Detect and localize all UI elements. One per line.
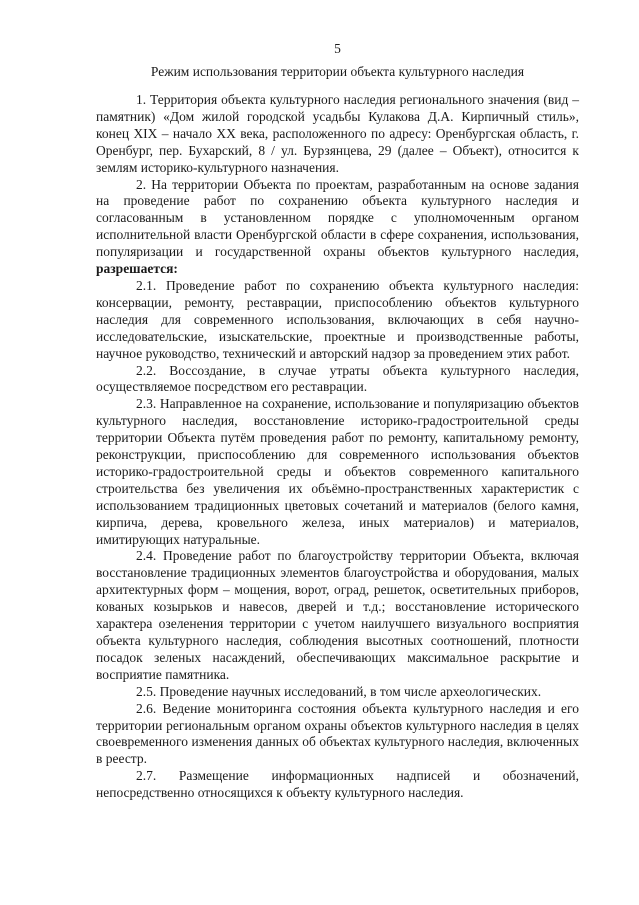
paragraph-2-text: 2. На территории Объекта по проектам, разработанным на основе задания на проведение работ по сохранению объекта культурного наследия и согласованным в установленном порядке с уполномоченным органом исполнительной власти Оренбургской области в сфере сохранения, использования, популяризации и государственной охраны объектов культурного наследия, [96,176,579,260]
paragraph-1: 1. Территория объекта культурного наследия регионального значения (вид – памятник) «Дом жилой городской усадьбы Кулакова Д.А. Кирпичный стиль», конец XIX – начало XX века, расположенного по адресу: Оренбургская область, г. Оренбург, пер. Бухарский, 8 / ул. Бурзянцева, 29 (далее – Объект), относится к землям историко-культурного назначения. [96,92,579,175]
paragraph-2-5: 2.5. Проведение научных исследований, в том числе археологических. [136,683,542,699]
paragraph-2-7: 2.7. Размещение информационных надписей и обозначений, непосредственно относящихся к объекту культурного наследия. [96,768,579,801]
page-number: 5 [334,41,341,56]
paragraph-2-1: 2.1. Проведение работ по сохранению объекта культурного наследия: консервации, ремонту, реставрации, приспособлению объектов культурного наследия для современного использования, включающих в себя научно-исследовательские, изыскательские, проектные и производственные работы, научное руководство, технический и авторский надзор за проведением этих работ. [96,277,579,361]
paragraph-2-3: 2.3. Направленное на сохранение, использование и популяризацию объектов культурного наследия, восстановление историко-градостроительной среды территории Объекта путём проведения работ по ремонту, капитальному ремонту, реконструкции, приспособлению для современного использования объектов историко-градостроительной среды и объектов современного капитального строительства без увеличения их объёмно-пространственных характеристик с использованием традиционных цветовых сочетаний и материалов (белого камня, кирпича, дерева, кровельного железа, иных материалов) и материалов, имитирующих натуральные. [96,396,579,547]
paragraph-2-2: 2.2. Воссоздание, в случае утраты объекта культурного наследия, осуществляемое посредством его реставрации. [96,362,579,395]
document-title: Режим использования территории объекта культурного наследия [150,64,525,79]
paragraph-2-6: 2.6. Ведение мониторинга состояния объекта культурного наследия и его территории региональным органом охраны объектов культурного наследия в целях своевременного изменения данных об объектах культурного наследия, включенных в реестр. [96,700,579,767]
paragraph-2 [96,177,579,278]
paragraph-2-4: 2.4. Проведение работ по благоустройству территории Объекта, включая восстановление традиционных элементов благоустройства и оборудования, малых архитектурных форм – мощения, ворот, оград, решеток, осветительных приборов, кованых козырьков и навесов, дверей и т.д.; восстановление исторического характера озеленения территории с учетом наилучшего визуального восприятия объекта культурного наследия, соблюдения высотных соотношений, плотности посадок зеленых насаждений, обеспечивающих максимальное раскрытие и восприятие памятника. [96,548,579,682]
paragraph-2-permitted: разрешается: [96,261,178,277]
